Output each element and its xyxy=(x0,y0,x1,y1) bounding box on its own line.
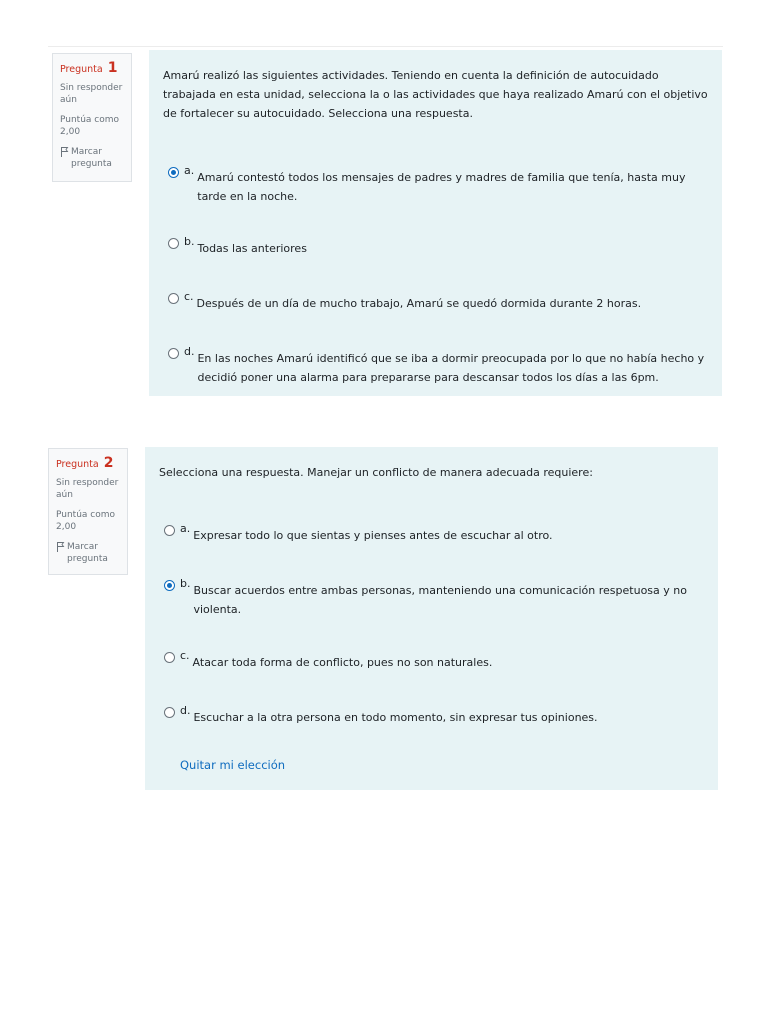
radio-checked-icon[interactable] xyxy=(168,167,179,178)
question-2-grade: Puntúa como 2,00 xyxy=(56,509,116,532)
question-2-answer-b[interactable] xyxy=(164,577,704,619)
question-2-flag-button[interactable] xyxy=(56,541,121,566)
radio-icon[interactable] xyxy=(164,652,175,663)
answer-text: Después de un día de mucho trabajo, Amarú se quedó dormida durante 2 horas. xyxy=(196,297,642,310)
flag-icon xyxy=(60,146,69,158)
answer-text: Amarú contestó todos los mensajes de padres y madres de familia que tenía, hasta muy tarde en la noche. xyxy=(197,171,686,203)
question-1-answer-b[interactable] xyxy=(168,235,708,258)
radio-checked-icon[interactable] xyxy=(164,580,175,591)
radio-icon[interactable] xyxy=(164,525,175,536)
question-2-state: Sin responder aún xyxy=(56,477,119,500)
question-2-content xyxy=(145,447,718,790)
answer-letter: a. xyxy=(180,522,191,535)
question-1-label: Pregunta xyxy=(60,64,103,75)
answer-letter: c. xyxy=(180,649,190,662)
answer-text: Expresar todo lo que sientas y pienses antes de escuchar al otro. xyxy=(193,529,553,542)
answer-letter: d. xyxy=(180,704,191,717)
question-1-answer-d[interactable] xyxy=(168,345,708,387)
question-1-answer-a[interactable] xyxy=(168,164,708,206)
answer-text: Buscar acuerdos entre ambas personas, manteniendo una comunicación respetuosa y no violenta. xyxy=(193,584,687,616)
answer-text: Todas las anteriores xyxy=(197,242,307,255)
question-1-answer-c[interactable] xyxy=(168,290,708,313)
question-1-flag-label: Marcar pregunta xyxy=(71,146,112,169)
question-2-info xyxy=(48,448,128,575)
radio-icon[interactable] xyxy=(168,348,179,359)
question-1-grade: Puntúa como 2,00 xyxy=(60,114,120,137)
answer-text: Escuchar a la otra persona en todo momento, sin expresar tus opiniones. xyxy=(193,711,598,724)
radio-icon[interactable] xyxy=(168,293,179,304)
question-2-text: Selecciona una respuesta. Manejar un conflicto de manera adecuada requiere: xyxy=(159,466,593,479)
question-1-flag-button[interactable] xyxy=(60,146,125,171)
question-1-text: Amarú realizó las siguientes actividades. Teniendo en cuenta la definición de autocuidado trabajada en esta unidad, selecciona la o las actividades que haya realizado Amarú con el objetivo de fortalecer su autocuidado. Selecciona una respuesta. xyxy=(163,69,708,120)
question-2-answer-d[interactable] xyxy=(164,704,704,727)
radio-icon[interactable] xyxy=(168,238,179,249)
answer-letter: b. xyxy=(180,577,191,590)
answer-letter: d. xyxy=(184,345,195,358)
answer-letter: c. xyxy=(184,290,194,303)
question-1-number: 1 xyxy=(107,60,118,76)
question-2-number: 2 xyxy=(103,455,114,471)
answer-letter: a. xyxy=(184,164,195,177)
answer-text: Atacar toda forma de conflicto, pues no son naturales. xyxy=(192,656,493,669)
question-1-title xyxy=(60,62,125,77)
question-1-state: Sin responder aún xyxy=(60,82,123,105)
question-2-flag-label: Marcar pregunta xyxy=(67,541,108,564)
answer-text: En las noches Amarú identificó que se iba a dormir preocupada por lo que no había hecho y decidió poner una alarma para prepararse para descansar todos los días a las 6pm. xyxy=(197,352,705,384)
flag-icon xyxy=(56,541,65,553)
question-2-title xyxy=(56,457,121,472)
answer-letter: b. xyxy=(184,235,195,248)
question-1-info xyxy=(52,53,132,182)
radio-icon[interactable] xyxy=(164,707,175,718)
question-2-answer-a[interactable] xyxy=(164,522,704,545)
question-2-label: Pregunta xyxy=(56,459,99,470)
clear-choice-link[interactable]: Quitar mi elección xyxy=(180,758,286,772)
page-top-divider xyxy=(48,46,723,47)
question-2-answer-c[interactable] xyxy=(164,649,704,672)
question-1-content xyxy=(149,50,722,396)
